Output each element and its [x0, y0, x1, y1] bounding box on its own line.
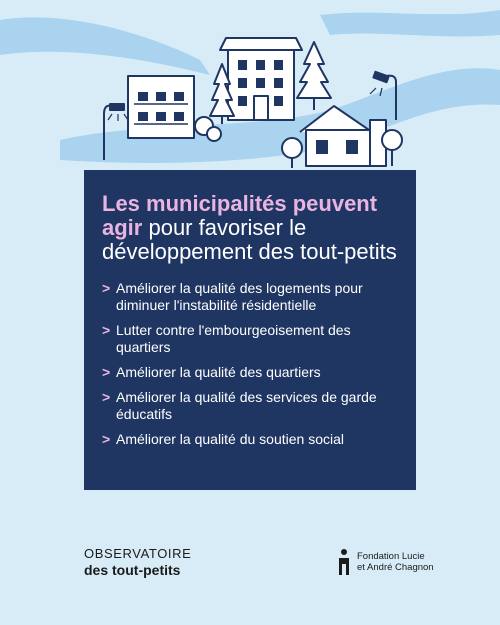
apartment-left [128, 76, 194, 138]
action-list [102, 280, 398, 448]
observatoire-line1: OBSERVATOIRE [84, 546, 192, 561]
action-text: Améliorer la qualité des quartiers [116, 364, 321, 380]
observatoire-logo [84, 546, 191, 579]
message-panel [84, 170, 416, 490]
fondation-line2: et André Chagnon [357, 562, 434, 573]
action-text: Améliorer la qualité du soutien social [116, 431, 345, 447]
chevron-icon: > [102, 389, 111, 405]
fondation-line1: Fondation Lucie [357, 551, 425, 562]
chevron-icon: > [102, 364, 111, 380]
observatoire-line2: des tout-petits [84, 562, 181, 578]
action-item [102, 389, 398, 423]
chevron-icon: > [102, 431, 111, 447]
headline [102, 192, 398, 264]
bush [207, 127, 221, 141]
house [306, 130, 370, 166]
action-item [102, 364, 398, 381]
action-text: Améliorer la qualité des logements pour diminuer l'instabilité résidentielle [116, 280, 363, 313]
headline-accent: Les municipalités peuvent agir [102, 191, 378, 240]
fondation-mark-icon [337, 548, 351, 576]
round-tree [282, 138, 302, 158]
action-item [102, 431, 398, 448]
central-building-roof [220, 38, 302, 50]
headline-rest: pour favoriser le développement des tout-petits [102, 215, 397, 264]
action-item [102, 322, 398, 356]
action-text: Lutter contre l'embourgeoisement des quartiers [116, 322, 351, 355]
action-item [102, 280, 398, 314]
round-tree [382, 130, 402, 150]
brush-stroke [0, 17, 210, 75]
chevron-icon: > [102, 280, 111, 296]
brush-stroke [320, 10, 500, 36]
chevron-icon: > [102, 322, 111, 338]
neighbourhood-illustration [0, 0, 500, 180]
fondation-logo [337, 548, 434, 576]
action-text: Améliorer la qualité des services de garde éducatifs [116, 389, 377, 422]
